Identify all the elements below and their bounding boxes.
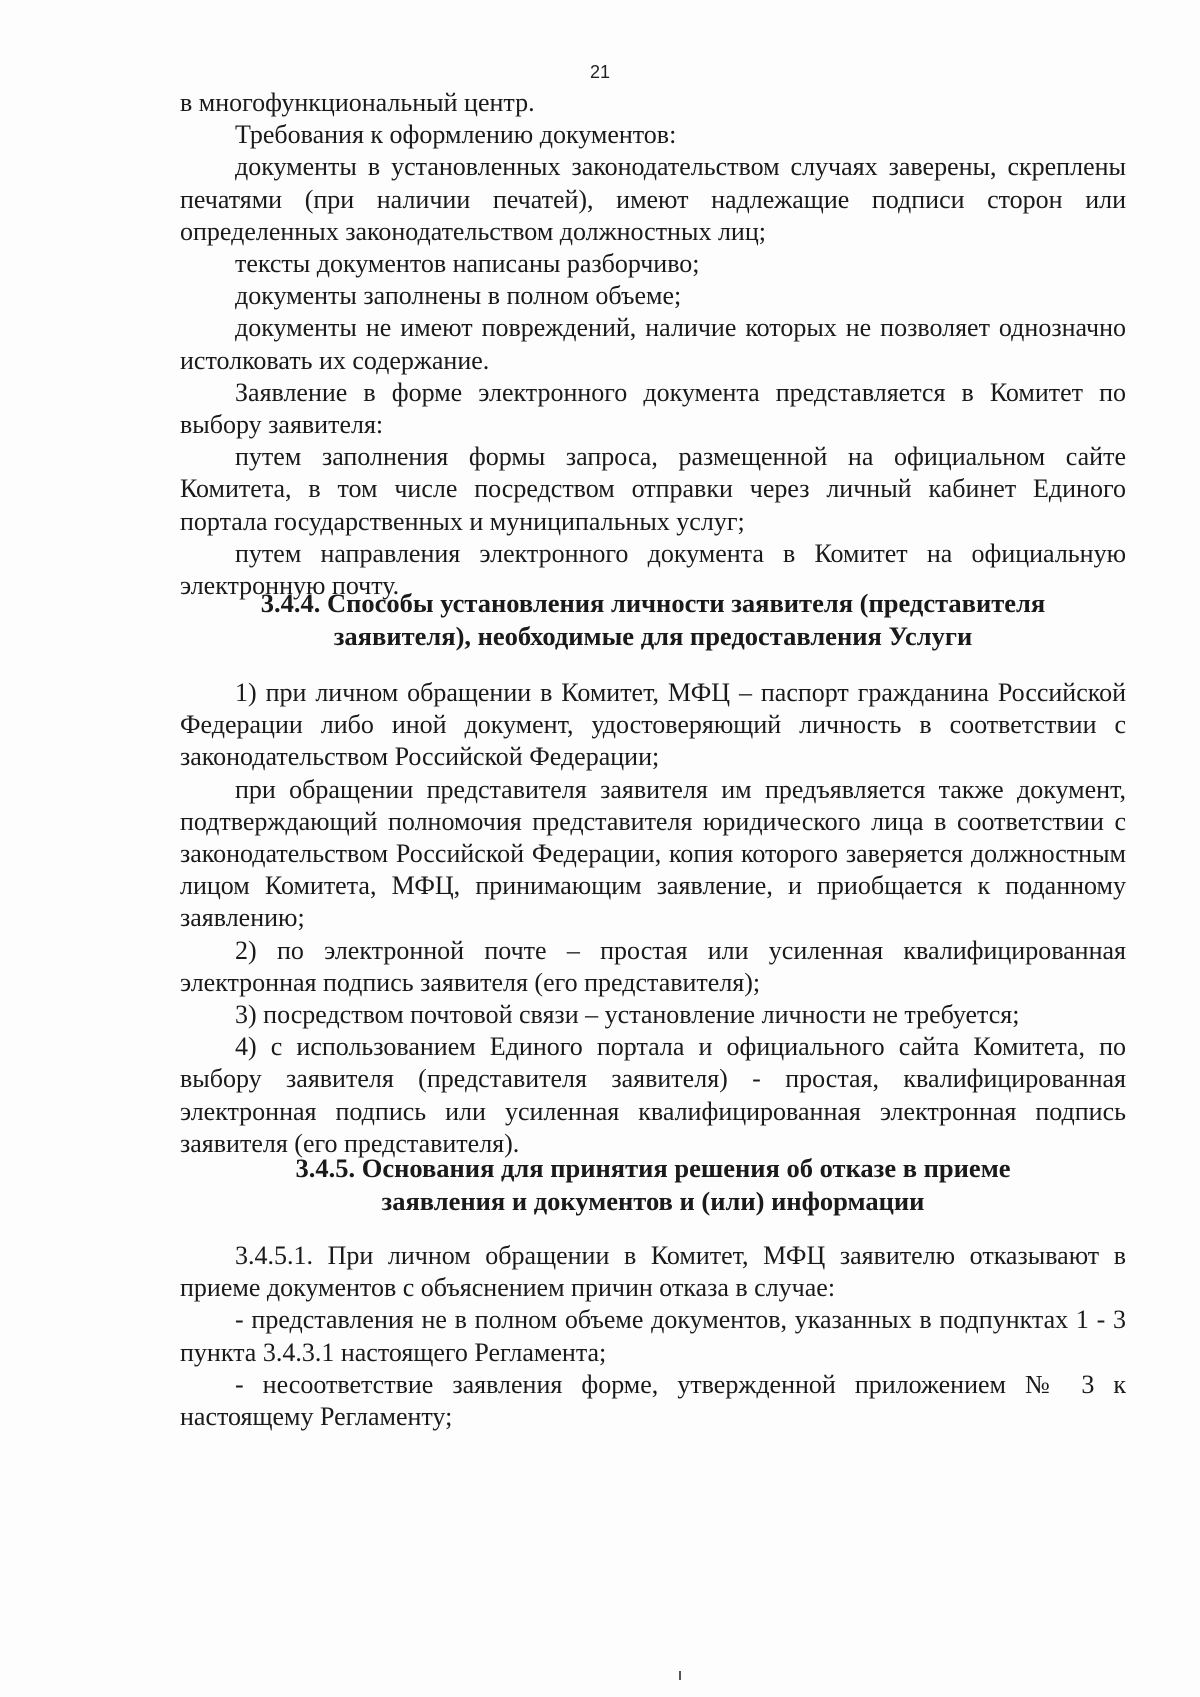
paragraph: Заявление в форме электронного документа представляется в Комитет по выбору заявителя:: [180, 377, 1126, 440]
heading-3-4-5-line2: заявления и документов и (или) информации: [381, 1186, 925, 1216]
paragraph: 4) с использованием Единого портала и официального сайта Комитета, по выбору заявителя (представителя заявителя) - простая, квалифицированная электронная подпись или усиленная квалифицированная электронная подпись заявителя (его представителя).: [180, 1032, 1126, 1158]
paragraph: тексты документов написаны разборчиво;: [235, 249, 700, 279]
paragraph: путем заполнения формы запроса, размещенной на официальном сайте Комитета, в том числе посредством отправки через личный кабинет Единого портала государственных и муниципальных услуг;: [180, 442, 1126, 536]
section-heading-3-4-4: [180, 587, 1126, 653]
refusal-grounds-section: [180, 1240, 1126, 1433]
paragraph: путем направления электронного документа в Комитет на официальную электронную почту.: [180, 538, 1126, 601]
section-heading-3-4-5: [180, 1152, 1126, 1218]
paragraph: в многофункциональный центр.: [180, 88, 535, 117]
heading-3-4-4-line2: заявителя), необходимые для предоставления Услуги: [333, 621, 973, 651]
paragraph: - несоответствие заявления форме, утвержденной приложением № 3 к настоящему Регламенту;: [180, 1369, 1126, 1432]
paragraph: при обращении представителя заявителя им предъявляется также документ, подтверждающий полномочия представителя юридического лица в соответствии с законодательством Российской Федерации, копия которого заверяется должностным лицом Комитета, МФЦ, принимающим заявление, и приобщается к поданному заявлению;: [180, 774, 1126, 933]
identity-methods-section: [180, 677, 1126, 1160]
paragraph: 1) при личном обращении в Комитет, МФЦ – паспорт гражданина Российской Федерации либо иной документ, удостоверяющий личность в соответствии с законодательством Российской Федерации;: [180, 678, 1126, 772]
paragraph: Требования к оформлению документов:: [235, 120, 677, 150]
scan-artifact: [679, 1671, 681, 1680]
paragraph: 3) посредством почтовой связи – установление личности не требуется;: [235, 1000, 1020, 1030]
heading-3-4-5-line1: 3.4.5. Основания для принятия решения об отказе в приеме: [295, 1153, 1011, 1183]
paragraph: документы заполнены в полном объеме;: [235, 281, 682, 311]
heading-3-4-4-line1: 3.4.4. Способы установления личности заявителя (представителя: [260, 588, 1046, 618]
paragraph: 2) по электронной почте – простая или усиленная квалифицированная электронная подпись заявителя (его представителя);: [180, 935, 1126, 997]
paragraph: документы не имеют повреждений, наличие которых не позволяет однозначно истолковать их содержание.: [180, 313, 1126, 375]
requirements-section: [180, 87, 1126, 602]
paragraph: документы в установленных законодательством случаях заверены, скреплены печатями (при наличии печатей), имеют надлежащие подписи сторон или определенных законодательством должностных лиц;: [180, 152, 1126, 246]
page-number: 21: [589, 62, 611, 82]
paragraph: - представления не в полном объеме документов, указанных в подпунктах 1 - 3 пункта 3.4.3.1 настоящего Регламента;: [180, 1305, 1126, 1367]
paragraph: 3.4.5.1. При личном обращении в Комитет, МФЦ заявителю отказывают в приеме документов с объяснением причин отказа в случае:: [180, 1241, 1126, 1303]
